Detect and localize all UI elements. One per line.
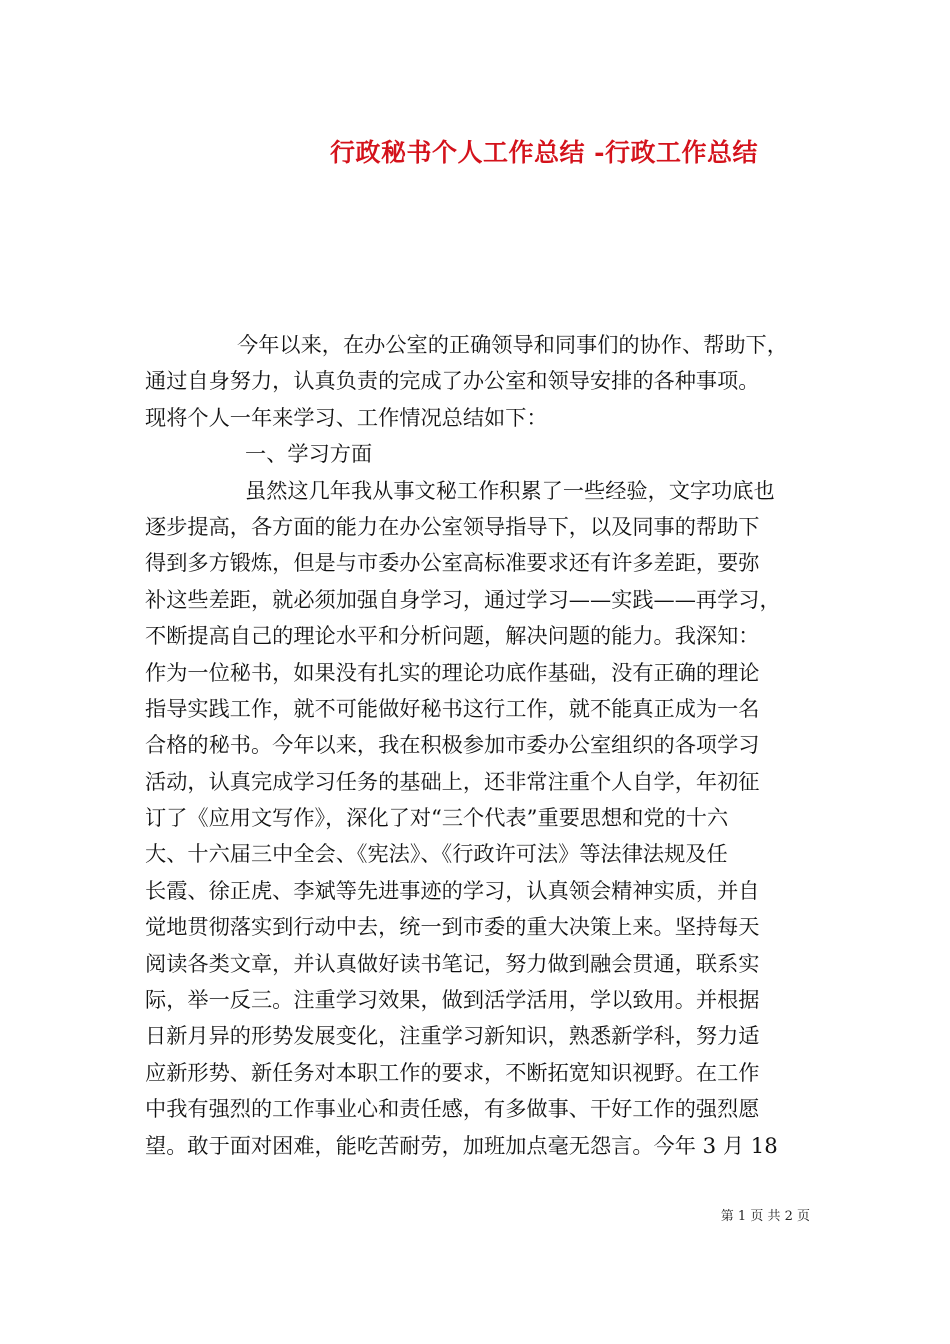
paragraph-line: 逐步提高，各方面的能力在办公室领导指导下，以及同事的帮助下 [145, 513, 760, 539]
paragraph-line: 望。敢于面对困难，能吃苦耐劳，加班加点毫无怨言。今年 3 月 18 [145, 1132, 778, 1158]
paragraph-line: 阅读各类文章，并认真做好读书笔记，努力做到融会贯通，联系实 [145, 950, 760, 976]
section-heading: 一、学习方面 [245, 441, 373, 467]
paragraph-line: 活动，认真完成学习任务的基础上，还非常注重个人自学，年初征 [145, 768, 760, 794]
document-title: 行政秘书个人工作总结 -行政工作总结 [329, 138, 759, 167]
paragraph-line: 今年以来，在办公室的正确领导和同事们的协作、帮助下， [237, 332, 788, 357]
paragraph-line: 大、十六届三中全会、《宪法》、《行政许可法》等法律法规及任 [145, 841, 728, 867]
page-number-footer: 第 1 页 共 2 页 [720, 1209, 810, 1224]
paragraph-line: 应新形势、新任务对本职工作的要求，不断拓宽知识视野。在工作 [145, 1059, 760, 1085]
paragraph-line: 补这些差距，就必须加强自身学习，通过学习——实践——再学习， [145, 586, 781, 612]
paragraph-line: 作为一位秘书，如果没有扎实的理论功底作基础，没有正确的理论 [145, 659, 760, 685]
paragraph-line: 得到多方锻炼，但是与市委办公室高标准要求还有许多差距，要弥 [145, 550, 760, 576]
paragraph-line: 觉地贯彻落实到行动中去，统一到市委的重大决策上来。坚持每天 [145, 914, 760, 940]
paragraph-line: 中我有强烈的工作事业心和责任感，有多做事、干好工作的强烈愿 [145, 1096, 760, 1122]
paragraph-line: 现将个人一年来学习、工作情况总结如下： [145, 404, 548, 430]
paragraph-line: 长霞、徐正虎、李斌等先进事迹的学习，认真领会精神实质，并自 [145, 877, 760, 903]
paragraph-line: 指导实践工作，就不可能做好秘书这行工作，就不能真正成为一名 [145, 695, 760, 721]
paragraph-line: 际，举一反三。注重学习效果，做到活学活用，学以致用。并根据 [145, 987, 760, 1013]
paragraph-line: 合格的秘书。今年以来，我在积极参加市委办公室组织的各项学习 [145, 732, 760, 758]
document-body [145, 327, 825, 1164]
paragraph-line: 虽然这几年我从事文秘工作积累了一些经验，文字功底也 [245, 477, 775, 503]
paragraph-line: 不断提高自己的理论水平和分析问题，解决问题的能力。我深知： [145, 623, 760, 649]
paragraph-line: 通过自身努力，认真负责的完成了办公室和领导安排的各种事项。 [145, 368, 760, 394]
paragraph-line: 订了《应用文写作》，深化了对“三个代表”重要思想和党的十六 [145, 805, 729, 831]
paragraph-line: 日新月异的形势发展变化，注重学习新知识，熟悉新学科，努力适 [145, 1023, 760, 1049]
